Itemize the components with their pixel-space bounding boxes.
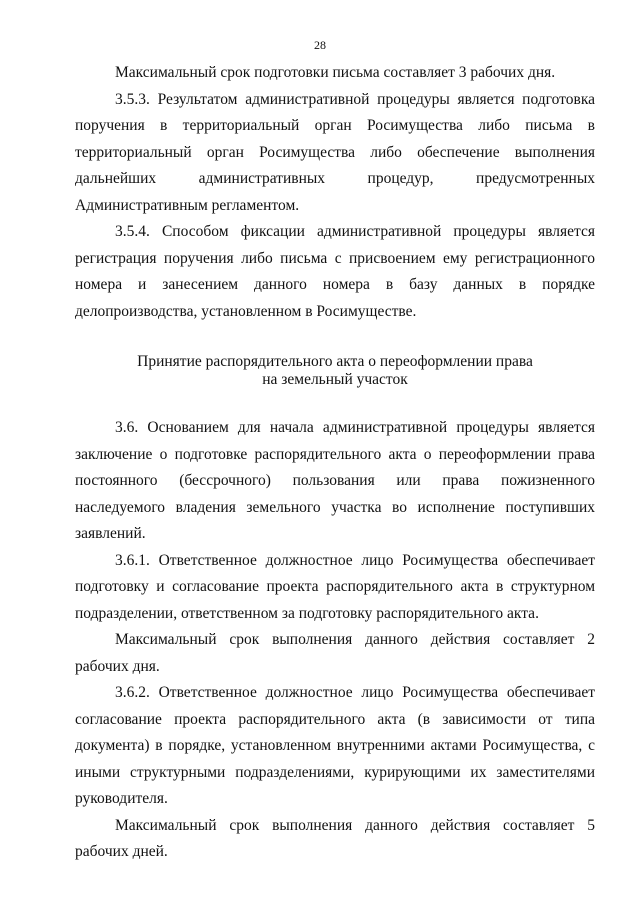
paragraph-max-term-2-days: Максимальный срок выполнения данного действия составляет 2 рабочих дня. [75,631,595,675]
document-body [75,60,595,866]
paragraph-max-term-5-days: Максимальный срок выполнения данного действия составляет 5 рабочих дней. [75,816,595,860]
paragraph-3-6-2: 3.6.2. Ответственное должностное лицо Росимущества обеспечивает согласование проекта распорядительного акта (в зависимости от типа документа) в порядке, установленном внутренними актами Росимущества, с иными структурными подразделениями, курирующими их заместителями руководителя. [75,684,595,807]
section-heading [75,353,595,389]
paragraph-max-term-letter: Максимальный срок подготовки письма составляет 3 рабочих дня. [115,64,556,81]
paragraph-3-6: 3.6. Основанием для начала административной процедуры является заключение о подготовке распорядительного акта о переоформлении права постоянного (бессрочного) пользования или права пожизненного наследуемого владения земельного участка во исполнение поступивших заявлений. [75,419,595,542]
paragraph-3-5-3: 3.5.3. Результатом административной процедуры является подготовка поручения в территориальный орган Росимущества либо письма в территориальный орган Росимущества либо обеспечение выполнения дальнейших административных процедур, предусмотренных Административным регламентом. [75,90,595,214]
section-heading-line-2: на земельный участок [262,371,408,388]
page-number: 28 [314,38,326,52]
paragraph-3-6-1: 3.6.1. Ответственное должностное лицо Росимущества обеспечивает подготовку и согласование проекта распорядительного акта в структурном подразделении, ответственном за подготовку распорядительного акта. [75,551,595,622]
paragraph-3-5-4: 3.5.4. Способом фиксации административной процедуры является регистрация поручения либо письма с присвоением ему регистрационного номера и занесением данного номера в базу данных в порядке делопроизводства, установленном в Росимуществе. [75,223,595,320]
section-heading-line-1: Принятие распорядительного акта о переоформлении права [137,353,533,370]
